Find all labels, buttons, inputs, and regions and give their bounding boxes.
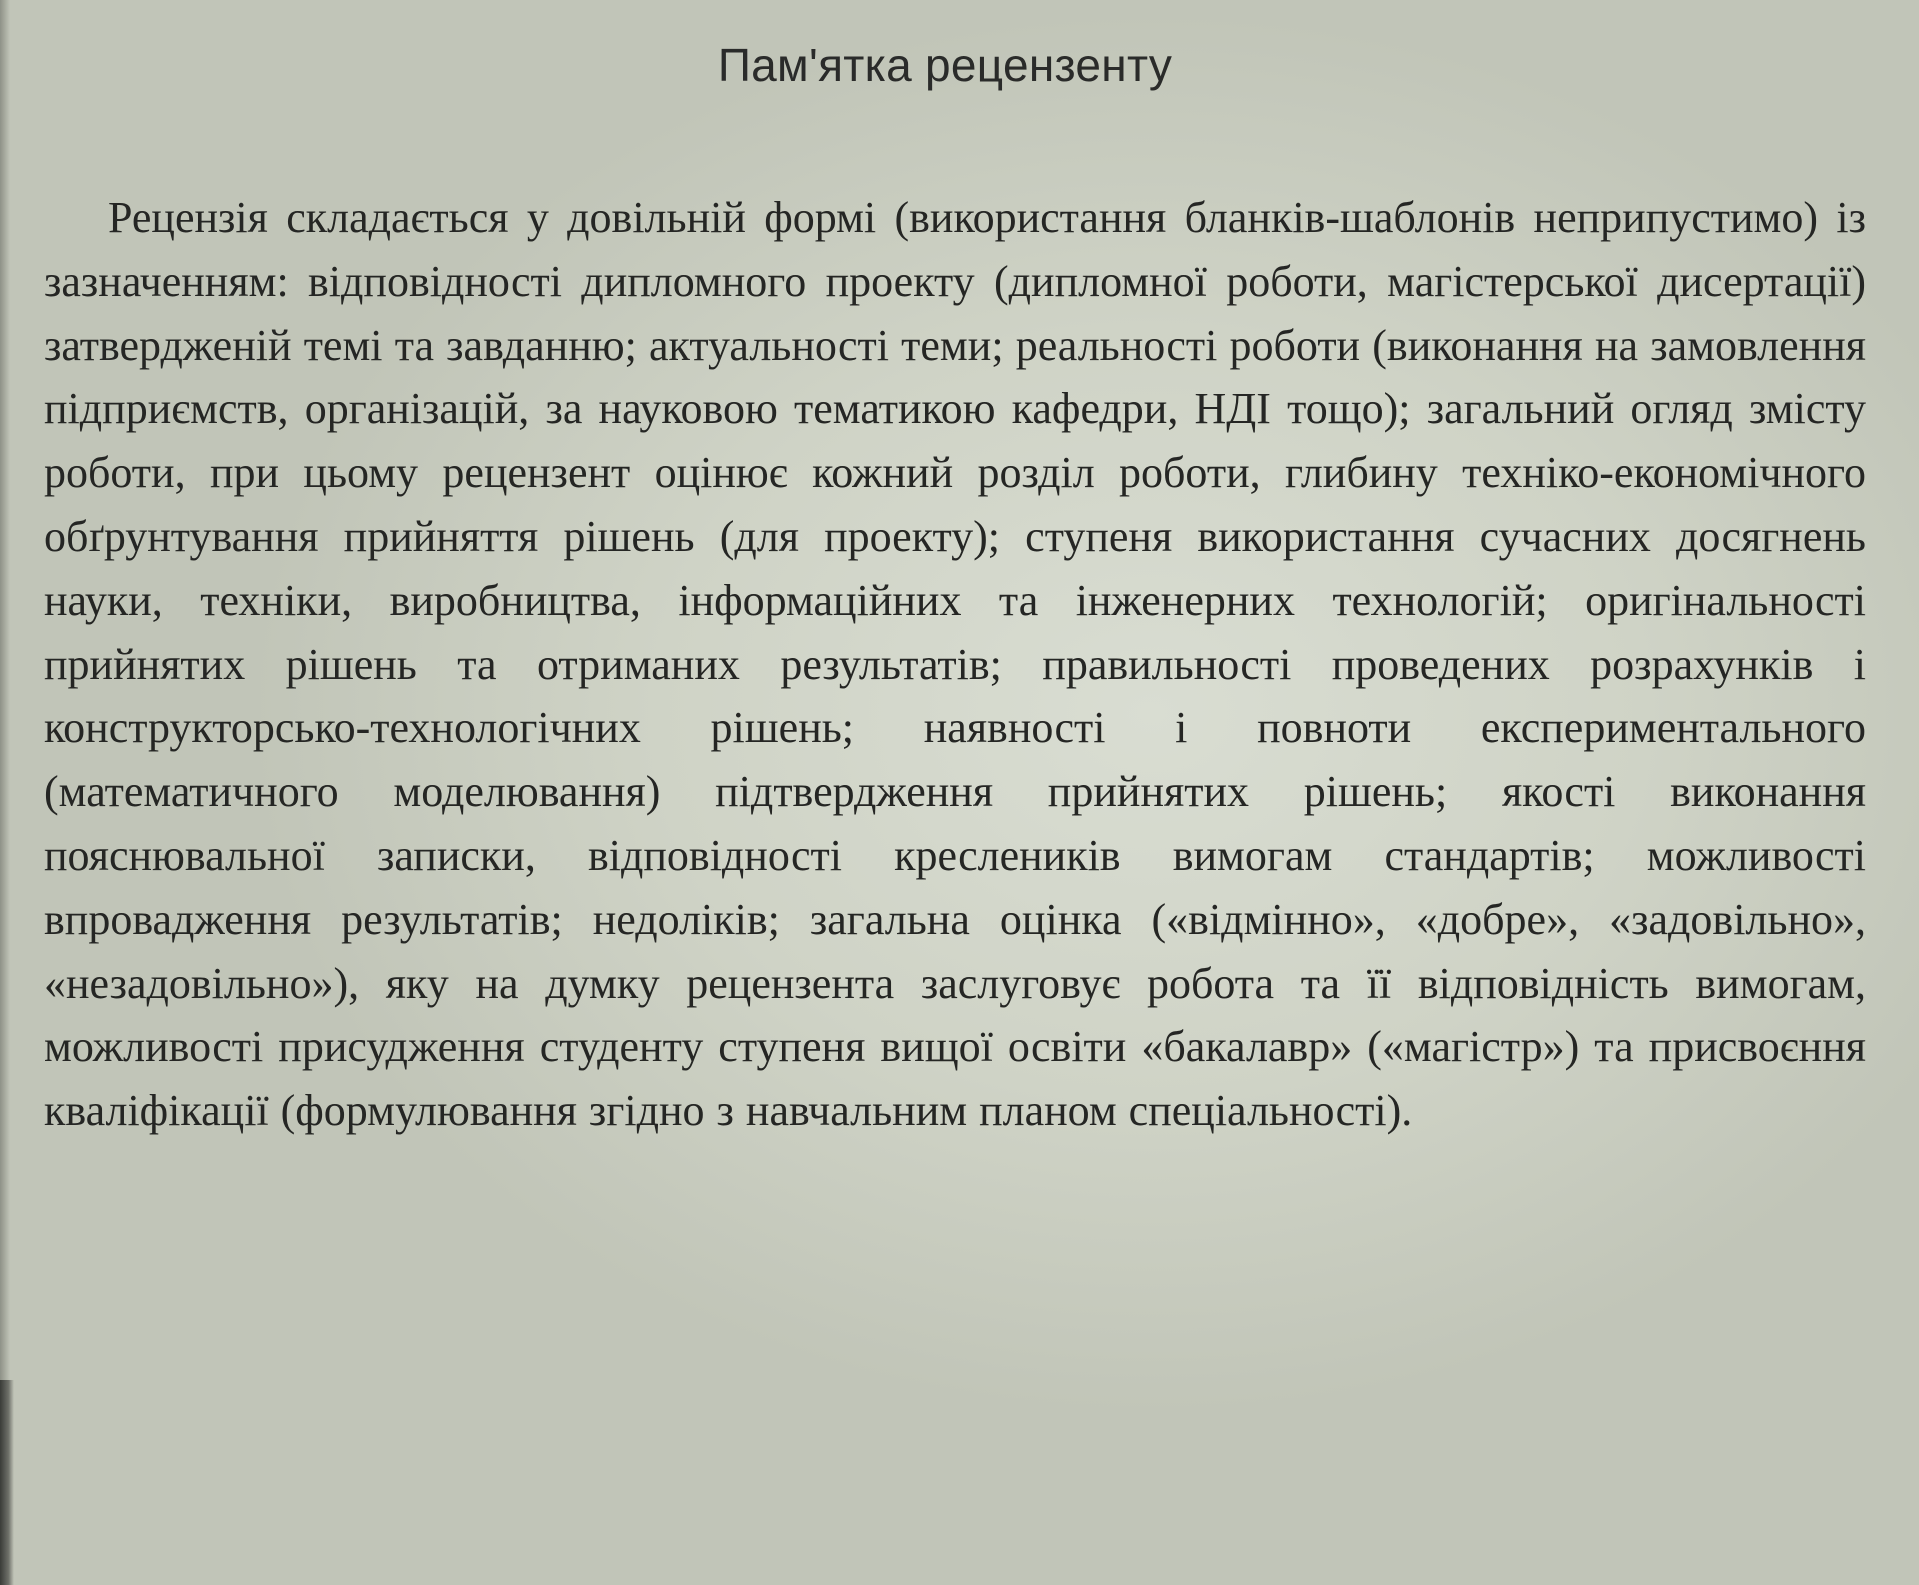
page-fold-shadow [0,0,10,1585]
body-paragraph: Рецензія складається у довільній формі (використання бланків-шаблонів неприпустимо) із зазначенням: відповідності дипломного проекту (дипломної роботи, магістерської дисертації) затвердженій темі та завданню; актуальності теми; реальності роботи (виконання на замовлення підприємств, організацій, за науковою тематикою кафедри, НДІ тощо); загальний огляд змісту роботи, при цьому рецензент оцінює кожний розділ роботи, глибину техніко-економічного обґрунтування прийняття рішень (для проекту); ступеня використання сучасних досягнень науки, техніки, виробництва, інформаційних та інженерних технологій; оригінальності прийнятих рішень та отриманих результатів; правильності проведених розрахунків і конструкторсько-технологічних рішень; наявності і повноти експериментального (математичного моделювання) підтвердження прийнятих рішень; якості виконання пояснювальної записки, відповідності креслеників вимогам стандартів; можливості впровадження результатів; недоліків; загальна оцінка («відмінно», «добре», «задовільно», «незадовільно»), яку на думку рецензента заслуговує робота та її відповідність вимогам, можливості присудження студенту ступеня вищої освіти «бакалавр» («магістр») та присвоєння кваліфікації (формулювання згідно з навчальним планом спеціальності). [44,193,1866,1136]
page-edge-shadow [0,1380,14,1585]
bleed-through-texture [300,1440,1700,1580]
page-title: Пам'ятка рецензенту [717,39,1173,91]
